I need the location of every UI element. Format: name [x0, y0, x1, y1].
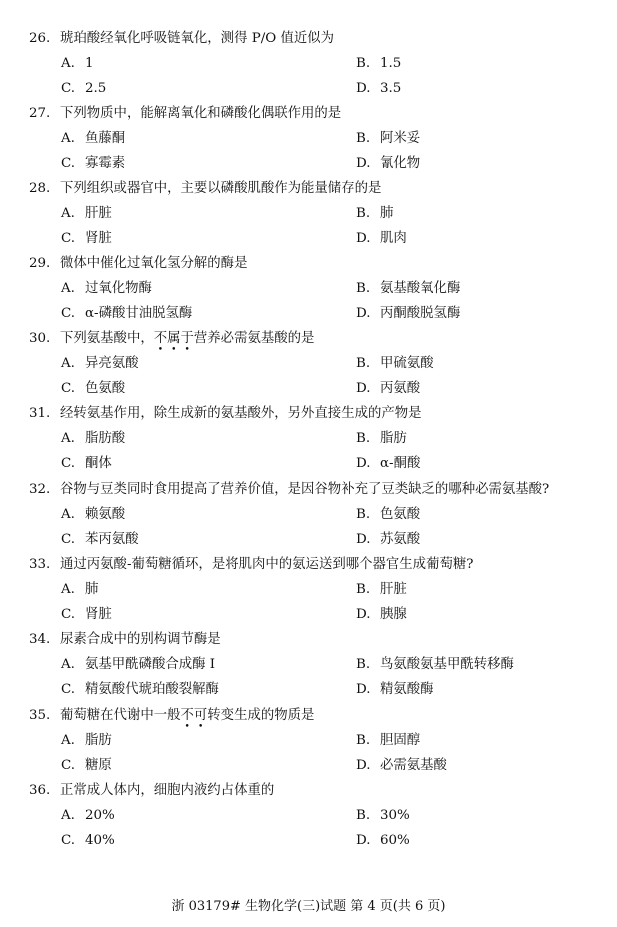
option-letter: B.: [356, 206, 371, 221]
question-number: 34.: [29, 632, 51, 647]
option-letter: B.: [356, 657, 371, 672]
question-32: [29, 479, 607, 501]
page-footer: 浙 03179# 生物化学(三)试题 第 4 页(共 6 页): [171, 899, 446, 914]
option-letter: C.: [61, 231, 76, 246]
question-text: 经转氨基作用，除生成新的氨基酸外，另外直接生成的产物是: [60, 406, 422, 421]
option-d: [356, 679, 434, 701]
option-b: [356, 504, 420, 526]
option-b: [356, 278, 460, 300]
question-text: 下列组织或器官中，主要以磷酸肌酸作为能量储存的是: [60, 181, 382, 196]
option-letter: A.: [61, 582, 75, 597]
option-letter: B.: [356, 431, 371, 446]
option-a: [61, 128, 125, 150]
option-d: [356, 78, 401, 100]
option-letter: A.: [61, 131, 75, 146]
option-text: 过氧化物酶: [85, 281, 152, 296]
question-text-pre: 葡萄糖在代谢中一般: [60, 708, 181, 723]
option-text: 氨基酸氧化酶: [380, 281, 461, 296]
option-text: 糖原: [85, 758, 112, 773]
option-text: 肝脏: [380, 582, 407, 597]
option-d: [356, 830, 410, 852]
option-c: [61, 78, 106, 100]
option-text: 色氨酸: [380, 507, 421, 522]
option-a: [61, 353, 139, 375]
question-number: 28.: [29, 181, 51, 196]
option-c: [61, 228, 112, 250]
question-26: [29, 28, 607, 50]
question-number: 36.: [29, 783, 51, 798]
option-text: 肺: [85, 582, 99, 597]
option-b: [356, 730, 420, 752]
option-a: [61, 654, 215, 676]
option-letter: B.: [356, 356, 371, 371]
option-text: 氨基甲酰磷酸合成酶 I: [85, 657, 216, 672]
option-c: [61, 153, 125, 175]
option-text: 精氨酸酶: [380, 682, 434, 697]
option-letter: A.: [61, 808, 75, 823]
option-letter: C.: [61, 607, 76, 622]
option-text: 苏氨酸: [380, 532, 421, 547]
option-b: [356, 805, 410, 827]
emphasis-char: 属: [167, 331, 181, 346]
option-a: [61, 53, 94, 75]
option-b: [356, 353, 434, 375]
emphasis-char: 不: [153, 331, 168, 346]
option-letter: C.: [61, 532, 76, 547]
option-text: 鸟氨酸氨基甲酰转移酶: [380, 657, 514, 672]
option-b: [356, 53, 401, 75]
option-text: 胆固醇: [380, 733, 421, 748]
option-c: [61, 529, 139, 551]
option-text: 阿米妥: [380, 131, 421, 146]
option-d: [356, 153, 420, 175]
option-c: [61, 679, 219, 701]
option-text: 脂肪: [380, 431, 407, 446]
option-letter: C.: [61, 156, 76, 171]
option-text: 甲硫氨酸: [380, 356, 434, 371]
option-letter: D.: [356, 682, 371, 697]
option-letter: A.: [61, 733, 75, 748]
option-text: 丙氨酸: [380, 381, 421, 396]
question-number: 32.: [29, 482, 51, 497]
question-text-pre: 下列氨基酸中，: [60, 331, 154, 346]
option-a: [61, 203, 112, 225]
option-text: 必需氨基酸: [380, 758, 447, 773]
option-d: [356, 303, 460, 325]
option-a: [61, 730, 112, 752]
option-a: [61, 579, 98, 601]
option-d: [356, 453, 420, 475]
option-b: [356, 203, 393, 225]
emphasis-char: 可: [193, 708, 208, 723]
question-36: [29, 780, 607, 802]
emphasis-char: 不: [180, 708, 194, 723]
option-b: [356, 128, 420, 150]
option-letter: C.: [61, 758, 76, 773]
option-letter: A.: [61, 56, 75, 71]
option-d: [356, 529, 420, 551]
question-30: [29, 328, 607, 350]
option-text: 氰化物: [380, 156, 421, 171]
option-d: [356, 604, 407, 626]
option-letter: D.: [356, 231, 371, 246]
question-text: 微体中催化过氧化氢分解的酶是: [60, 256, 248, 271]
option-b: [356, 654, 514, 676]
option-text: 酮体: [85, 456, 112, 471]
option-c: [61, 378, 125, 400]
emphasis-text: [181, 708, 208, 723]
option-text: 苯丙氨酸: [85, 532, 139, 547]
option-text: 肌肉: [380, 231, 407, 246]
question-text-post: 转变生成的物质是: [207, 708, 315, 723]
option-text: 1: [85, 56, 94, 71]
option-letter: B.: [356, 733, 371, 748]
option-letter: A.: [61, 281, 75, 296]
question-text: 通过丙氨酸-葡萄糖循环，是将肌肉中的氨运送到哪个器官生成葡萄糖?: [60, 557, 474, 572]
question-text: 谷物与豆类同时食用提高了营养价值，是因谷物补充了豆类缺乏的哪种必需氨基酸?: [60, 482, 550, 497]
question-number: 35.: [29, 708, 51, 723]
option-letter: D.: [356, 381, 371, 396]
option-text: 色氨酸: [85, 381, 126, 396]
option-c: [61, 830, 115, 852]
option-text: 胰腺: [380, 607, 407, 622]
option-text: 3.5: [380, 81, 402, 96]
emphasis-char: 于: [180, 331, 194, 346]
option-text: 精氨酸代琥珀酸裂解酶: [85, 682, 219, 697]
option-letter: A.: [61, 657, 75, 672]
option-letter: B.: [356, 281, 371, 296]
question-text: 下列物质中，能解离氧化和磷酸化偶联作用的是: [60, 106, 342, 121]
option-letter: B.: [356, 808, 371, 823]
question-text: 琥珀酸经氧化呼吸链氧化，测得 P/O 值近似为: [60, 31, 335, 46]
option-text: 2.5: [85, 81, 107, 96]
option-text: α-酮酸: [380, 456, 421, 471]
option-letter: C.: [61, 833, 76, 848]
option-letter: A.: [61, 206, 75, 221]
option-letter: D.: [356, 306, 371, 321]
option-text: 寡霉素: [85, 156, 126, 171]
option-text: 赖氨酸: [85, 507, 126, 522]
option-letter: C.: [61, 682, 76, 697]
option-b: [356, 579, 407, 601]
option-d: [356, 228, 407, 250]
option-text: 鱼藤酮: [85, 131, 126, 146]
option-text: 40%: [85, 833, 115, 848]
option-text: 1.5: [380, 56, 402, 71]
option-letter: C.: [61, 81, 76, 96]
emphasis-text: [154, 331, 194, 346]
option-c: [61, 755, 112, 777]
question-28: [29, 178, 607, 200]
option-text: 30%: [380, 808, 410, 823]
option-letter: D.: [356, 532, 371, 547]
question-34: [29, 629, 607, 651]
option-c: [61, 303, 192, 325]
option-text: 肾脏: [85, 231, 112, 246]
question-number: 29.: [29, 256, 51, 271]
option-a: [61, 428, 125, 450]
option-text: 肾脏: [85, 607, 112, 622]
option-letter: A.: [61, 507, 75, 522]
question-number: 27.: [29, 106, 51, 121]
option-letter: A.: [61, 431, 75, 446]
option-text: 脂肪: [85, 733, 112, 748]
question-text-post: 营养必需氨基酸的是: [193, 331, 315, 346]
option-letter: B.: [356, 56, 371, 71]
option-letter: D.: [356, 833, 371, 848]
option-text: 丙酮酸脱氢酶: [380, 306, 461, 321]
option-c: [61, 453, 112, 475]
option-b: [356, 428, 407, 450]
option-c: [61, 604, 112, 626]
option-text: 肺: [380, 206, 394, 221]
option-a: [61, 278, 152, 300]
option-letter: A.: [61, 356, 75, 371]
question-35: [29, 705, 607, 727]
option-letter: D.: [356, 758, 371, 773]
option-a: [61, 805, 115, 827]
question-text: 正常成人体内，细胞内液约占体重的: [60, 783, 275, 798]
option-d: [356, 755, 447, 777]
question-27: [29, 103, 607, 125]
question-number: 26.: [29, 31, 51, 46]
option-letter: D.: [356, 607, 371, 622]
option-text: 脂肪酸: [85, 431, 126, 446]
option-letter: B.: [356, 582, 371, 597]
option-letter: C.: [61, 456, 76, 471]
option-letter: D.: [356, 456, 371, 471]
question-31: [29, 403, 607, 425]
option-text: α-磷酸甘油脱氢酶: [85, 306, 193, 321]
option-letter: D.: [356, 81, 371, 96]
option-letter: C.: [61, 381, 76, 396]
option-letter: D.: [356, 156, 371, 171]
option-text: 20%: [85, 808, 115, 823]
question-number: 31.: [29, 406, 51, 421]
option-text: 60%: [380, 833, 410, 848]
question-text: 尿素合成中的别构调节酶是: [60, 632, 221, 647]
option-letter: B.: [356, 131, 371, 146]
option-letter: C.: [61, 306, 76, 321]
option-text: 异亮氨酸: [85, 356, 139, 371]
option-a: [61, 504, 125, 526]
option-text: 肝脏: [85, 206, 112, 221]
question-number: 30.: [29, 331, 51, 346]
question-29: [29, 253, 607, 275]
option-d: [356, 378, 420, 400]
question-number: 33.: [29, 557, 51, 572]
option-letter: B.: [356, 507, 371, 522]
question-33: [29, 554, 607, 576]
